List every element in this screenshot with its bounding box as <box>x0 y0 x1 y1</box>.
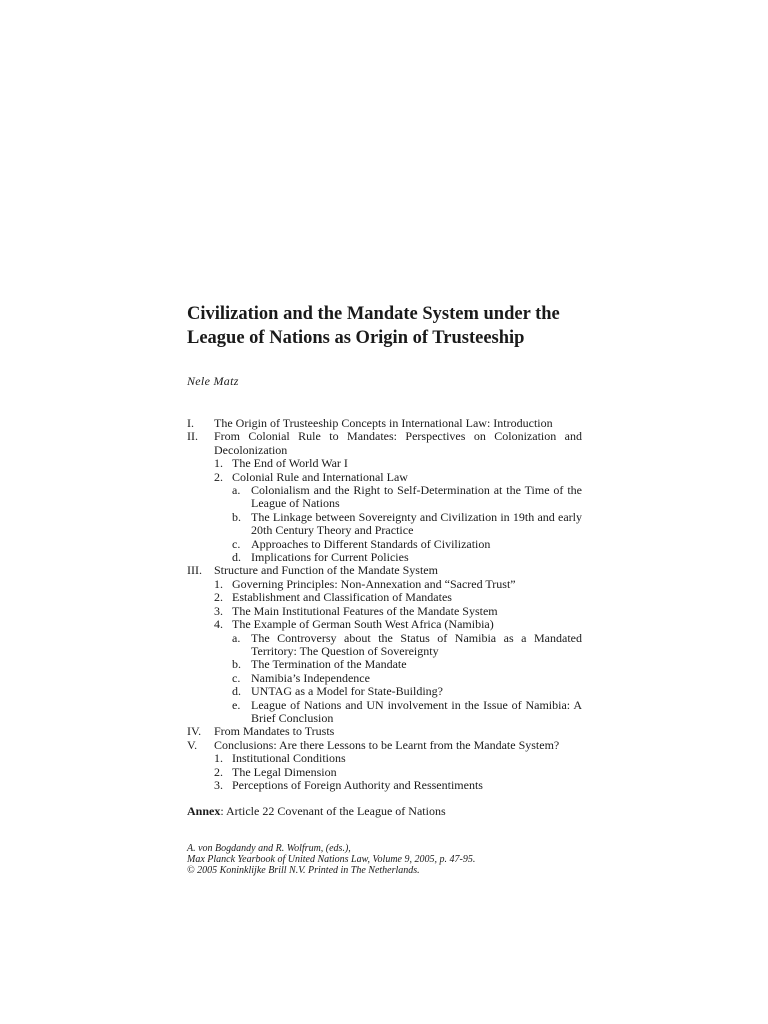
toc-entry <box>187 551 582 564</box>
annex-line <box>187 804 446 819</box>
citation-line: © 2005 Koninklijke Brill N.V. Printed in The Netherlands. <box>187 865 420 876</box>
toc-entry-number: d. <box>232 550 241 565</box>
toc-entry-title: Colonial Rule and International Law <box>232 469 408 484</box>
toc-entry-title: The End of World War I <box>232 456 348 471</box>
citation-footer <box>187 843 475 876</box>
toc-entry <box>187 511 582 538</box>
toc-entry-number: 4. <box>214 617 223 632</box>
toc-entry-number: e. <box>232 697 241 712</box>
toc-entry <box>187 538 582 551</box>
annex-label: Annex <box>187 804 221 818</box>
toc-entry-title: Perceptions of Foreign Authority and Ressentiments <box>232 777 483 792</box>
toc-entry-number: III. <box>187 563 202 578</box>
toc-entry-title: Institutional Conditions <box>232 751 346 766</box>
toc-entry-title: Namibia’s Independence <box>251 670 370 685</box>
table-of-contents <box>187 417 582 792</box>
toc-entry-number: d. <box>232 684 241 699</box>
toc-entry <box>187 779 582 792</box>
toc-entry-title: Conclusions: Are there Lessons to be Learnt from the Mandate System? <box>214 737 560 752</box>
toc-entry-number: a. <box>232 483 241 498</box>
toc-entry-title: Approaches to Different Standards of Civilization <box>251 536 491 551</box>
toc-entry-title: UNTAG as a Model for State-Building? <box>251 684 443 699</box>
toc-entry <box>187 739 582 752</box>
toc-entry-title: The Example of German South West Africa (Namibia) <box>232 617 494 632</box>
toc-entry-title: Governing Principles: Non-Annexation and “Sacred Trust” <box>232 576 516 591</box>
toc-entry-number: 2. <box>214 764 223 779</box>
toc-entry-number: 3. <box>214 777 223 792</box>
toc-entry <box>187 699 582 726</box>
toc-entry-title: Structure and Function of the Mandate System <box>214 563 438 578</box>
toc-entry <box>187 766 582 779</box>
toc-entry <box>187 471 582 484</box>
toc-entry <box>187 484 582 511</box>
toc-entry <box>187 752 582 765</box>
toc-entry <box>187 564 582 577</box>
toc-entry-number: b. <box>232 657 241 672</box>
toc-entry-number: 1. <box>214 456 223 471</box>
toc-entry-number: 2. <box>214 590 223 605</box>
toc-entry-number: a. <box>232 630 241 645</box>
toc-entry-title: The Termination of the Mandate <box>251 657 407 672</box>
toc-entry-number: 2. <box>214 469 223 484</box>
toc-entry-number: I. <box>187 416 194 430</box>
toc-entry-title: The Main Institutional Features of the Mandate System <box>232 603 498 618</box>
annex-text: : Article 22 Covenant of the League of Nations <box>220 804 446 818</box>
citation-line: A. von Bogdandy and R. Wolfrum, (eds.), <box>187 843 351 854</box>
toc-entry-title: Colonialism and the Right to Self-Determination at the Time of the League of Nations <box>251 483 582 511</box>
toc-entry <box>187 457 582 470</box>
toc-entry-title: Establishment and Classification of Mandates <box>232 590 452 605</box>
toc-entry-number: IV. <box>187 724 202 739</box>
toc-entry-title: League of Nations and UN involvement in the Issue of Namibia: A Brief Conclusion <box>251 697 582 725</box>
toc-entry-number: 1. <box>214 751 223 766</box>
toc-entry-number: 3. <box>214 603 223 618</box>
toc-entry <box>187 658 582 671</box>
toc-entry <box>187 632 582 659</box>
toc-entry-number: c. <box>232 536 241 551</box>
author-name: Nele Matz <box>187 374 239 388</box>
toc-entry <box>187 725 582 738</box>
toc-entry <box>187 417 582 430</box>
toc-entry <box>187 618 582 631</box>
toc-entry-number: V. <box>187 737 198 752</box>
toc-entry-title: The Controversy about the Status of Namibia as a Mandated Territory: The Question of Sovereignty <box>251 630 582 658</box>
toc-entry-title: Implications for Current Policies <box>251 550 409 565</box>
toc-entry-number: c. <box>232 670 241 685</box>
toc-entry <box>187 591 582 604</box>
toc-entry-title: From Colonial Rule to Mandates: Perspectives on Colonization and Decolonization <box>214 429 582 457</box>
toc-entry-title: The Origin of Trusteeship Concepts in International Law: Introduction <box>214 416 553 430</box>
toc-entry-title: From Mandates to Trusts <box>214 724 335 739</box>
article-title <box>187 302 587 350</box>
article-title-line: League of Nations as Origin of Trusteeship <box>187 328 525 348</box>
toc-entry-title: The Legal Dimension <box>232 764 337 779</box>
toc-entry <box>187 605 582 618</box>
article-title-line: Civilization and the Mandate System under the <box>187 304 560 324</box>
toc-entry-title: The Linkage between Sovereignty and Civilization in 19th and early 20th Century Theory and Practice <box>251 509 582 538</box>
toc-entry-number: II. <box>187 429 198 444</box>
toc-entry-number: b. <box>232 509 241 524</box>
toc-entry <box>187 430 582 457</box>
toc-entry <box>187 685 582 698</box>
toc-entry <box>187 578 582 591</box>
toc-entry <box>187 672 582 685</box>
citation-line: Max Planck Yearbook of United Nations Law, Volume 9, 2005, p. 47-95. <box>187 854 476 865</box>
toc-entry-number: 1. <box>214 576 223 591</box>
